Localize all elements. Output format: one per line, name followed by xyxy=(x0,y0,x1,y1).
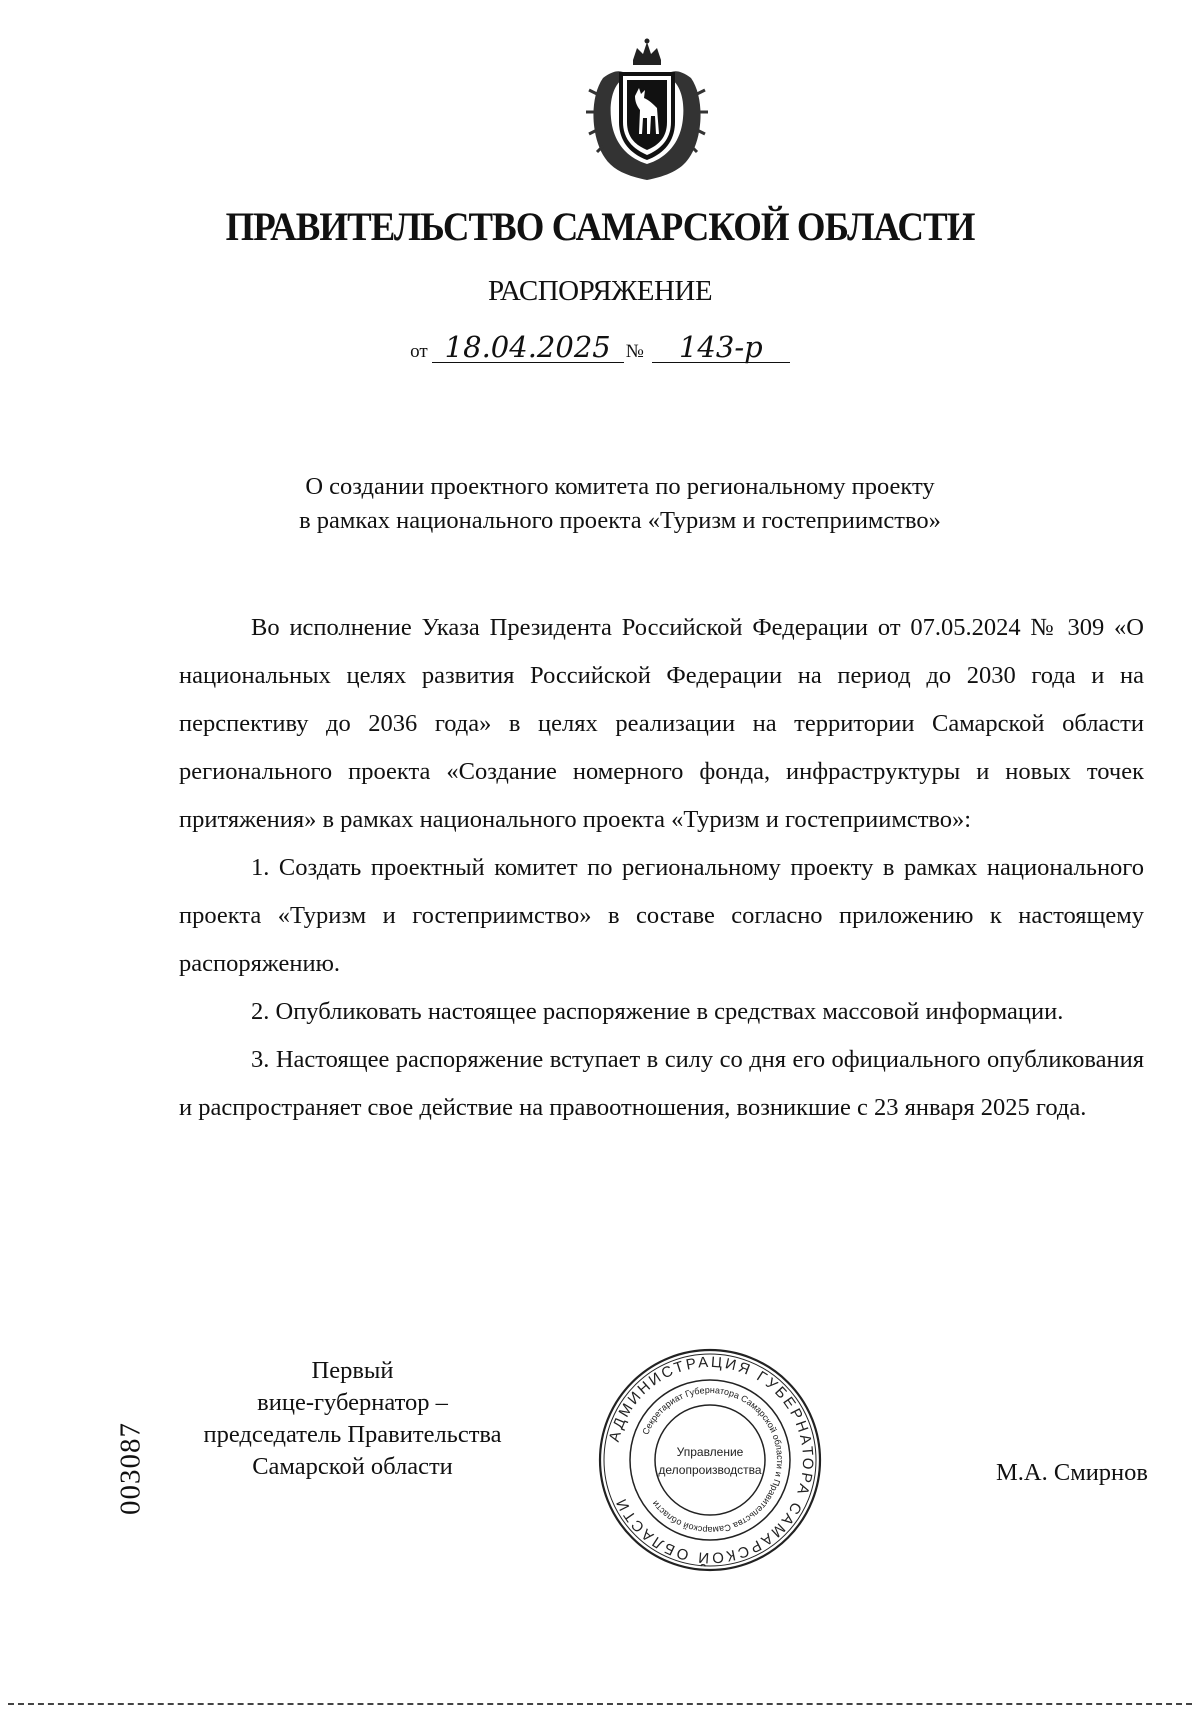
stamp-center-line-1: Управление xyxy=(676,1445,744,1459)
list-item: 1. Создать проектный комитет по региональному проекту в рамках национального проекта «Туризм и гостеприимство» в составе согласно приложению к настоящему распоряжению. xyxy=(179,854,1144,977)
official-stamp xyxy=(593,1343,827,1577)
signer-position xyxy=(160,1355,545,1483)
signer-position-line: Первый xyxy=(311,1357,394,1384)
stamp-outer-text: АДМИНИСТРАЦИЯ ГУБЕРНАТОРА САМАРСКОЙ ОБЛАСТИ xyxy=(605,1353,817,1567)
preamble-paragraph: Во исполнение Указа Президента Российской Федерации от 07.05.2024 № 309 «О национальных целях развития Российской Федерации на период до 2030 года и на перспективу до 2036 года» в целях реализации на территории Самарской области регионального проекта «Создание номерного фонда, инфраструктуры и новых точек притяжения» в рамках национального проекта «Туризм и гостеприимство»: xyxy=(179,614,1144,833)
document-date: 18.04.2025 xyxy=(432,332,624,363)
list-item: 2. Опубликовать настоящее распоряжение в средствах массовой информации. xyxy=(251,998,1064,1025)
date-prefix: от xyxy=(410,341,428,362)
document-body xyxy=(179,604,1144,1132)
svg-text:Секретариат Губернатора Самарс xyxy=(640,1385,785,1535)
signer-name: М.А. Смирнов xyxy=(996,1459,1148,1486)
stamp-center-line-2: делопроизводства xyxy=(658,1463,762,1477)
signer-position-line: Самарской области xyxy=(252,1453,453,1480)
number-prefix: № xyxy=(625,341,644,362)
list-item: 3. Настоящее распоряжение вступает в силу со дня его официального опубликования и распространяет свое действие на правоотношения, возникшие с 23 января 2025 года. xyxy=(179,1046,1144,1121)
document-number: 143-р xyxy=(652,332,790,363)
document-subject xyxy=(0,470,1200,538)
subject-line-2: в рамках национального проекта «Туризм и гостеприимство» xyxy=(299,507,941,534)
document-date-number xyxy=(0,332,1200,363)
stamp-inner-text: Секретариат Губернатора Самарской области и Правительства Самарской области xyxy=(640,1384,786,1536)
registration-number: 003087 xyxy=(114,1422,147,1515)
signer-position-line: вице-губернатор – xyxy=(257,1389,448,1416)
coat-of-arms-icon xyxy=(583,38,711,184)
signer-position-line: председатель Правительства xyxy=(203,1421,502,1448)
document-type: РАСПОРЯЖЕНИЕ xyxy=(487,275,713,307)
page-bottom-divider xyxy=(8,1703,1192,1705)
subject-line-1: О создании проектного комитета по региональному проекту xyxy=(305,473,935,500)
organization-title: ПРАВИТЕЛЬСТВО САМАРСКОЙ ОБЛАСТИ xyxy=(225,204,975,249)
